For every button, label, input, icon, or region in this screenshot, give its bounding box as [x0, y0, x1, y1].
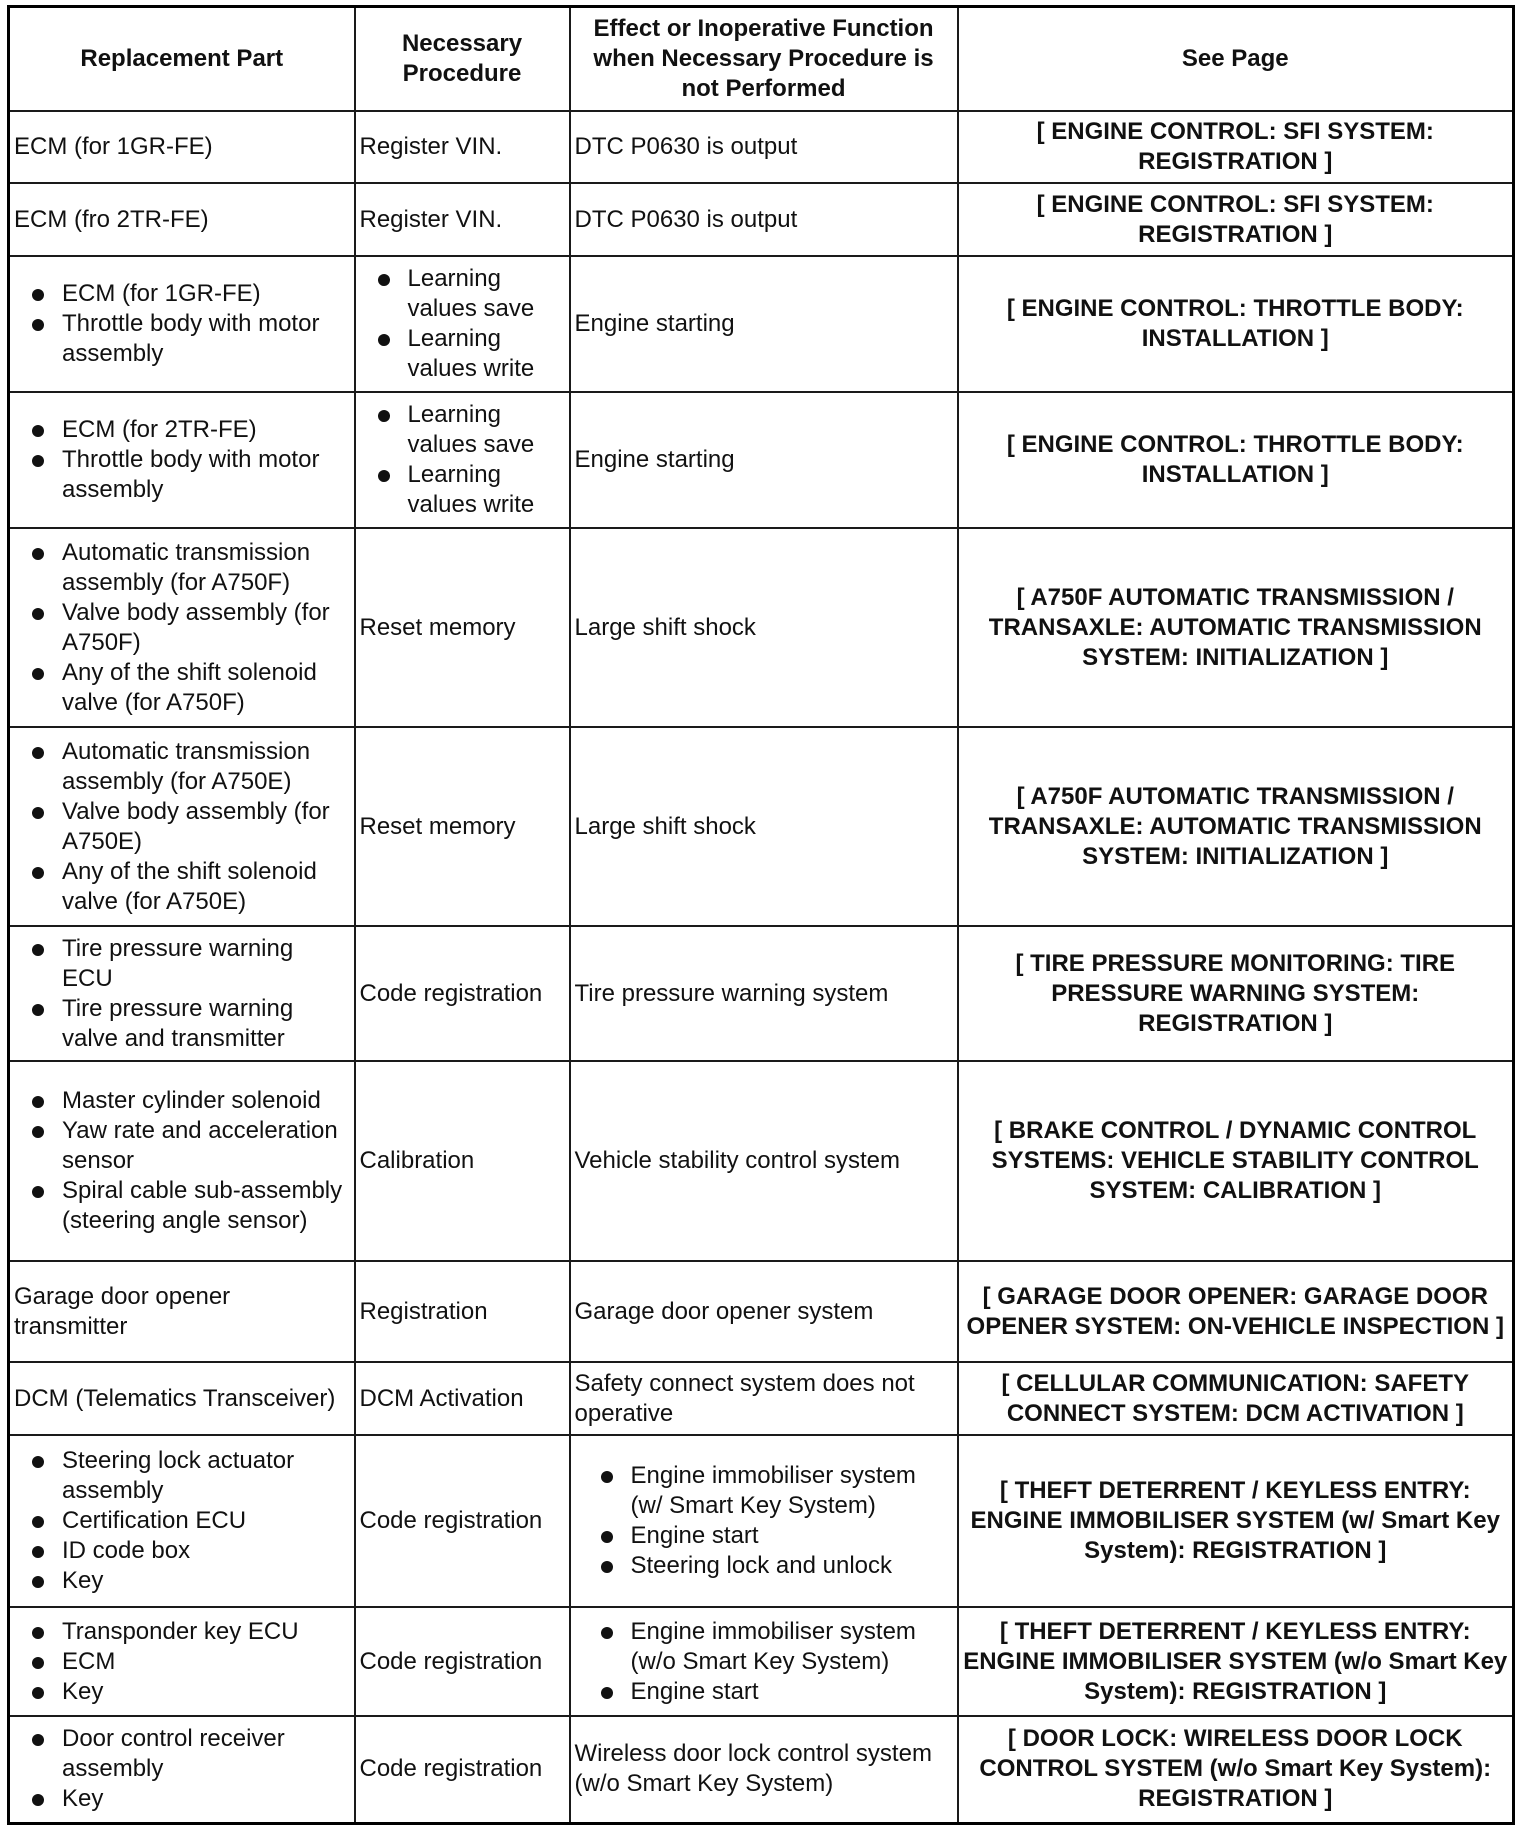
procedure-cell: Code registration: [355, 1716, 570, 1823]
replacement-procedure-document: [7, 5, 1512, 1825]
list-item: Automatic transmission assembly (for A750F): [62, 538, 350, 598]
replacement-part-cell: ECM (for 1GR-FE): [9, 111, 355, 183]
list-item: Tire pressure warning ECU: [62, 934, 350, 994]
table-row: [9, 1061, 1514, 1261]
header-see-page: See Page: [958, 7, 1514, 112]
see-page-cell: [ ENGINE CONTROL: SFI SYSTEM: REGISTRATION ]: [958, 183, 1514, 256]
procedure-list: [360, 264, 565, 384]
table-row: [9, 926, 1514, 1061]
see-page-cell: [ A750F AUTOMATIC TRANSMISSION / TRANSAXLE: AUTOMATIC TRANSMISSION SYSTEM: INITIALIZATION ]: [958, 727, 1514, 926]
list-item: Engine immobiliser system (w/ Smart Key System): [631, 1461, 953, 1521]
procedure-cell: Register VIN.: [355, 183, 570, 256]
effect-cell: DTC P0630 is output: [570, 111, 958, 183]
list-item: Tire pressure warning valve and transmitter: [62, 994, 350, 1054]
list-item: Key: [62, 1566, 350, 1596]
list-item: ECM (for 2TR-FE): [62, 415, 350, 445]
list-item: Throttle body with motor assembly: [62, 445, 350, 505]
table-header-row: [9, 7, 1514, 112]
list-item: Learning values write: [408, 460, 565, 520]
replacement-part-cell: DCM (Telematics Transceiver): [9, 1362, 355, 1435]
replacement-part-cell: [9, 1435, 355, 1607]
replacement-part-list: [14, 934, 350, 1054]
table-row: [9, 256, 1514, 392]
effect-cell: Tire pressure warning system: [570, 926, 958, 1061]
replacement-part-list: [14, 279, 350, 369]
replacement-part-list: [14, 1086, 350, 1236]
effect-cell: Wireless door lock control system (w/o Smart Key System): [570, 1716, 958, 1823]
effect-cell: Large shift shock: [570, 727, 958, 926]
list-item: Engine immobiliser system (w/o Smart Key System): [631, 1617, 953, 1677]
effect-cell: Engine starting: [570, 392, 958, 528]
procedure-cell: [355, 256, 570, 392]
procedure-cell: Code registration: [355, 1435, 570, 1607]
see-page-cell: [ THEFT DETERRENT / KEYLESS ENTRY: ENGINE IMMOBILISER SYSTEM (w/o Smart Key System): REGISTRATION ]: [958, 1607, 1514, 1716]
replacement-part-cell: [9, 1061, 355, 1261]
list-item: Valve body assembly (for A750E): [62, 797, 350, 857]
replacement-part-cell: [9, 727, 355, 926]
procedure-cell: Calibration: [355, 1061, 570, 1261]
table-row: [9, 727, 1514, 926]
list-item: Automatic transmission assembly (for A750E): [62, 737, 350, 797]
procedure-list: [360, 400, 565, 520]
procedure-cell: DCM Activation: [355, 1362, 570, 1435]
see-page-cell: [ GARAGE DOOR OPENER: GARAGE DOOR OPENER SYSTEM: ON-VEHICLE INSPECTION ]: [958, 1261, 1514, 1362]
list-item: Transponder key ECU: [62, 1617, 350, 1647]
list-item: Learning values save: [408, 400, 565, 460]
procedure-cell: Reset memory: [355, 727, 570, 926]
replacement-part-cell: [9, 926, 355, 1061]
replacement-part-cell: [9, 256, 355, 392]
list-item: Learning values write: [408, 324, 565, 384]
see-page-cell: [ CELLULAR COMMUNICATION: SAFETY CONNECT SYSTEM: DCM ACTIVATION ]: [958, 1362, 1514, 1435]
list-item: Key: [62, 1677, 350, 1707]
list-item: ECM (for 1GR-FE): [62, 279, 350, 309]
table-row: [9, 1261, 1514, 1362]
effect-cell: DTC P0630 is output: [570, 183, 958, 256]
replacement-part-list: [14, 538, 350, 718]
list-item: Certification ECU: [62, 1506, 350, 1536]
effect-list: [575, 1617, 953, 1707]
table-row: [9, 1716, 1514, 1823]
replacement-part-cell: Garage door opener transmitter: [9, 1261, 355, 1362]
replacement-part-list: [14, 1617, 350, 1707]
table-row: [9, 528, 1514, 727]
list-item: Key: [62, 1784, 350, 1814]
see-page-cell: [ DOOR LOCK: WIRELESS DOOR LOCK CONTROL SYSTEM (w/o Smart Key System): REGISTRATION ]: [958, 1716, 1514, 1823]
replacement-procedure-table: [7, 5, 1515, 1825]
see-page-cell: [ A750F AUTOMATIC TRANSMISSION / TRANSAXLE: AUTOMATIC TRANSMISSION SYSTEM: INITIALIZATION ]: [958, 528, 1514, 727]
list-item: Door control receiver assembly: [62, 1724, 350, 1784]
procedure-cell: Reset memory: [355, 528, 570, 727]
replacement-part-cell: [9, 392, 355, 528]
table-row: [9, 392, 1514, 528]
see-page-cell: [ ENGINE CONTROL: THROTTLE BODY: INSTALLATION ]: [958, 392, 1514, 528]
procedure-cell: Code registration: [355, 1607, 570, 1716]
procedure-cell: [355, 392, 570, 528]
list-item: Throttle body with motor assembly: [62, 309, 350, 369]
effect-cell: Garage door opener system: [570, 1261, 958, 1362]
list-item: Any of the shift solenoid valve (for A750F): [62, 658, 350, 718]
see-page-cell: [ THEFT DETERRENT / KEYLESS ENTRY: ENGINE IMMOBILISER SYSTEM (w/ Smart Key System): REGISTRATION ]: [958, 1435, 1514, 1607]
table-row: [9, 183, 1514, 256]
replacement-part-list: [14, 415, 350, 505]
replacement-part-list: [14, 1724, 350, 1814]
list-item: Learning values save: [408, 264, 565, 324]
list-item: ECM: [62, 1647, 350, 1677]
table-row: [9, 1607, 1514, 1716]
list-item: Master cylinder solenoid: [62, 1086, 350, 1116]
table-row: [9, 1435, 1514, 1607]
effect-cell: [570, 1607, 958, 1716]
see-page-cell: [ BRAKE CONTROL / DYNAMIC CONTROL SYSTEMS: VEHICLE STABILITY CONTROL SYSTEM: CALIBRATION ]: [958, 1061, 1514, 1261]
replacement-part-list: [14, 1446, 350, 1596]
see-page-cell: [ ENGINE CONTROL: THROTTLE BODY: INSTALLATION ]: [958, 256, 1514, 392]
list-item: Engine start: [631, 1677, 953, 1707]
table-row: [9, 111, 1514, 183]
see-page-cell: [ TIRE PRESSURE MONITORING: TIRE PRESSURE WARNING SYSTEM: REGISTRATION ]: [958, 926, 1514, 1061]
see-page-cell: [ ENGINE CONTROL: SFI SYSTEM: REGISTRATION ]: [958, 111, 1514, 183]
list-item: Engine start: [631, 1521, 953, 1551]
header-replacement-part: Replacement Part: [9, 7, 355, 112]
effect-cell: [570, 1435, 958, 1607]
list-item: Steering lock actuator assembly: [62, 1446, 350, 1506]
procedure-cell: Registration: [355, 1261, 570, 1362]
procedure-cell: Code registration: [355, 926, 570, 1061]
list-item: Steering lock and unlock: [631, 1551, 953, 1581]
header-necessary-procedure: Necessary Procedure: [355, 7, 570, 112]
effect-cell: Engine starting: [570, 256, 958, 392]
header-effect: Effect or Inoperative Function when Necessary Procedure is not Performed: [570, 7, 958, 112]
replacement-part-cell: [9, 1716, 355, 1823]
list-item: Valve body assembly (for A750F): [62, 598, 350, 658]
list-item: Any of the shift solenoid valve (for A750E): [62, 857, 350, 917]
effect-cell: Safety connect system does not operative: [570, 1362, 958, 1435]
effect-cell: Large shift shock: [570, 528, 958, 727]
replacement-part-cell: [9, 528, 355, 727]
table-row: [9, 1362, 1514, 1435]
list-item: ID code box: [62, 1536, 350, 1566]
replacement-part-list: [14, 737, 350, 917]
replacement-part-cell: [9, 1607, 355, 1716]
list-item: Yaw rate and acceleration sensor: [62, 1116, 350, 1176]
effect-list: [575, 1461, 953, 1581]
procedure-cell: Register VIN.: [355, 111, 570, 183]
replacement-part-cell: ECM (fro 2TR-FE): [9, 183, 355, 256]
list-item: Spiral cable sub-assembly (steering angle sensor): [62, 1176, 350, 1236]
effect-cell: Vehicle stability control system: [570, 1061, 958, 1261]
